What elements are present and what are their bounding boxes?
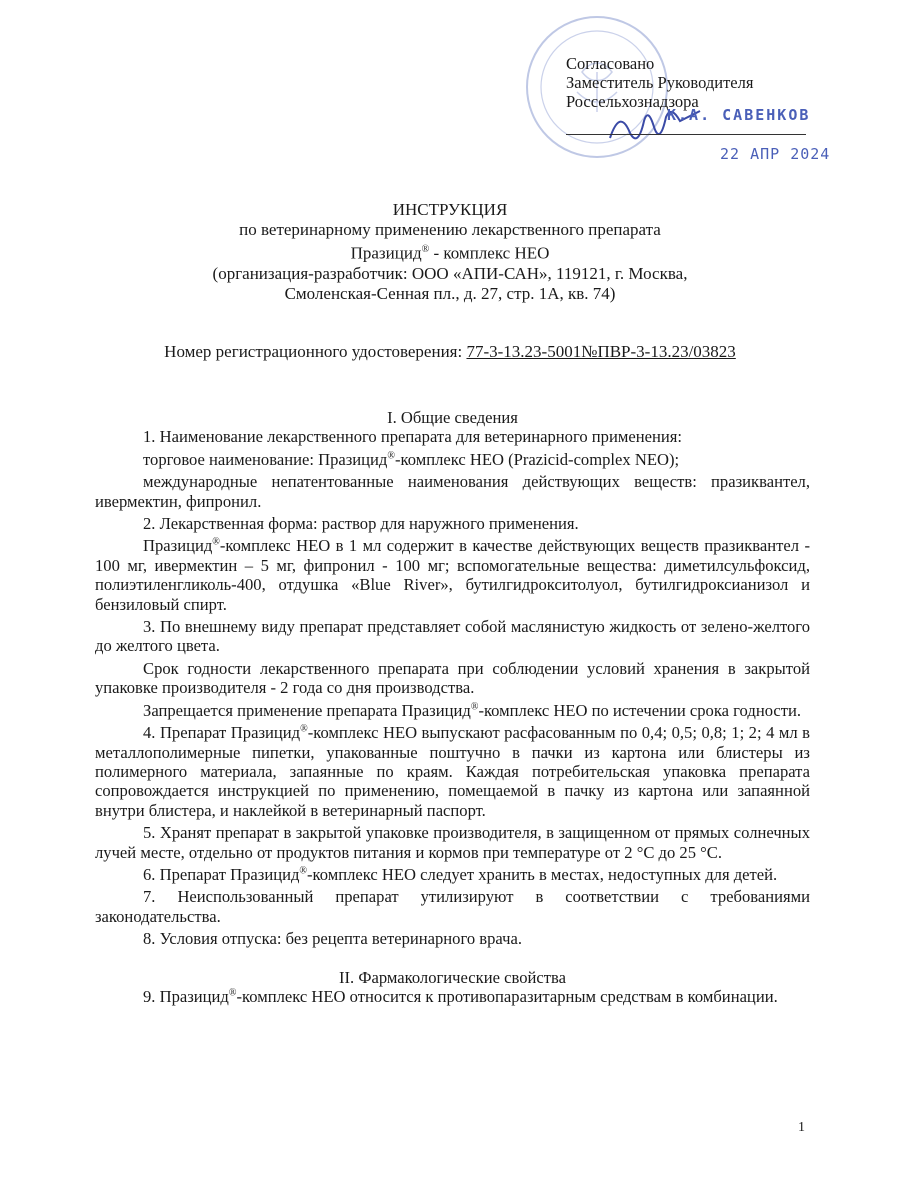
paragraph: 2. Лекарственная форма: раствор для наружного применения. [143, 514, 579, 534]
text-run: -комплекс НЕО следует хранить в местах, недоступных для детей. [307, 864, 778, 884]
registered-mark: ® [299, 865, 308, 877]
text-run: -комплекс НЕО выпускают расфасованным по 0,4; 0,5; 0,8; 1; 2; 4 мл в металлополимерные пипетки, упакованные поштучно в пачки из картона или блистеры из полимерного материала, запаянные по краям. Каждая потребительская упаковка препарата сопровождается инструкцией по применению, помещаемой в пачку из картона или запаянной внутри блистера, и наклейкой в ветеринарный паспорт. [95, 723, 810, 820]
section-title: II. Фармакологические свойства [339, 967, 566, 987]
registered-mark: ® [387, 450, 395, 462]
drug-suffix: - комплекс НЕО [429, 243, 550, 263]
paragraph [95, 987, 810, 1006]
approval-line: Согласовано [566, 54, 655, 73]
text-run: -комплекс НЕО (Prazicid-complex NEO); [394, 449, 680, 469]
document-heading [0, 200, 900, 304]
paragraph: международные непатентованные наименования действующих веществ: празиквантел, ивермектин, фипронил. [95, 472, 810, 511]
registration-label: Номер регистрационного удостоверения: [164, 342, 467, 361]
text-run: 9. Празицид [143, 986, 229, 1006]
approval-agency: Россельхознадзора [566, 92, 699, 111]
section-title: I. Общие сведения [387, 408, 518, 427]
drug-name: Празицид [350, 243, 422, 263]
paragraph: 5. Хранят препарат в закрытой упаковке производителя, в защищенном от прямых солнечных лучей месте, отдельно от продуктов питания и кормов при температуре от 2 °С до 25 °С. [95, 823, 810, 862]
paragraph: 3. По внешнему виду препарат представляет собой маслянистую жидкость от зелено-желтого до желтого цвета. [95, 617, 810, 656]
paragraph [95, 701, 810, 720]
document-title: ИНСТРУКЦИЯ [392, 200, 508, 219]
text-run: Празицид [143, 536, 213, 556]
org-line: (организация-разработчик: ООО «АПИ-САН», 119121, г. Москва, [212, 263, 688, 283]
paragraph [95, 450, 810, 469]
registered-mark: ® [212, 536, 220, 548]
paragraph [95, 723, 810, 820]
text-run: -комплекс НЕО в 1 мл содержит в качестве действующих веществ празиквантел - 100 мг, ивермектин – 5 мг, фипронил - 100 мг; вспомогательные вещества: диметилсульфоксид, полиэтиленгликоль-400, отдушка «Blue River», бутилгидрокситолуол, бутилгидроксианизол и бензиловый спирт. [95, 536, 810, 614]
registration-number: 77-3-13.23-5001№ПВР-3-13.23/03823 [466, 342, 736, 361]
paragraph [95, 865, 810, 884]
drug-name-line [0, 240, 900, 264]
text-run: -комплекс НЕО по истечении срока годности. [478, 700, 802, 720]
approval-position: Заместитель Руководителя [566, 73, 754, 92]
registered-mark: ® [470, 701, 479, 713]
document-body [95, 408, 810, 1009]
page-number: 1 [798, 1120, 805, 1135]
text-run: 6. Препарат Празицид [143, 864, 300, 884]
paragraph: Срок годности лекарственного препарата при соблюдении условий хранения в закрытой упаковке производителя - 2 года со дня производства. [95, 658, 810, 698]
paragraph: 7. Неиспользованный препарат утилизируют в соответствии с требованиями законодательства. [95, 887, 810, 926]
text-run: 4. Препарат Празицид [143, 723, 301, 743]
paragraph [95, 536, 810, 614]
signature-line [566, 134, 806, 135]
stamp-name: К.А. САВЕНКОВ [667, 106, 811, 124]
paragraph: 8. Условия отпуска: без рецепта ветеринарного врача. [143, 929, 522, 949]
registered-mark: ® [228, 987, 237, 999]
stamp-date: 22 АПР 2024 [720, 145, 831, 163]
registration-line [0, 342, 900, 362]
text-run: -комплекс НЕО относится к противопаразитарным средствам в комбинации. [236, 986, 778, 1006]
registered-mark: ® [421, 244, 430, 255]
registered-mark: ® [300, 723, 308, 735]
text-run: Запрещается применение препарата Празицид [143, 700, 471, 720]
heading-line: по ветеринарному применению лекарственного препарата [239, 220, 661, 239]
text-run: торговое наименование: Празицид [143, 449, 388, 469]
section-gap [95, 952, 810, 968]
org-address: Смоленская-Сенная пл., д. 27, стр. 1А, кв. 74) [284, 283, 616, 303]
paragraph: 1. Наименование лекарственного препарата для ветеринарного применения: [143, 427, 682, 447]
